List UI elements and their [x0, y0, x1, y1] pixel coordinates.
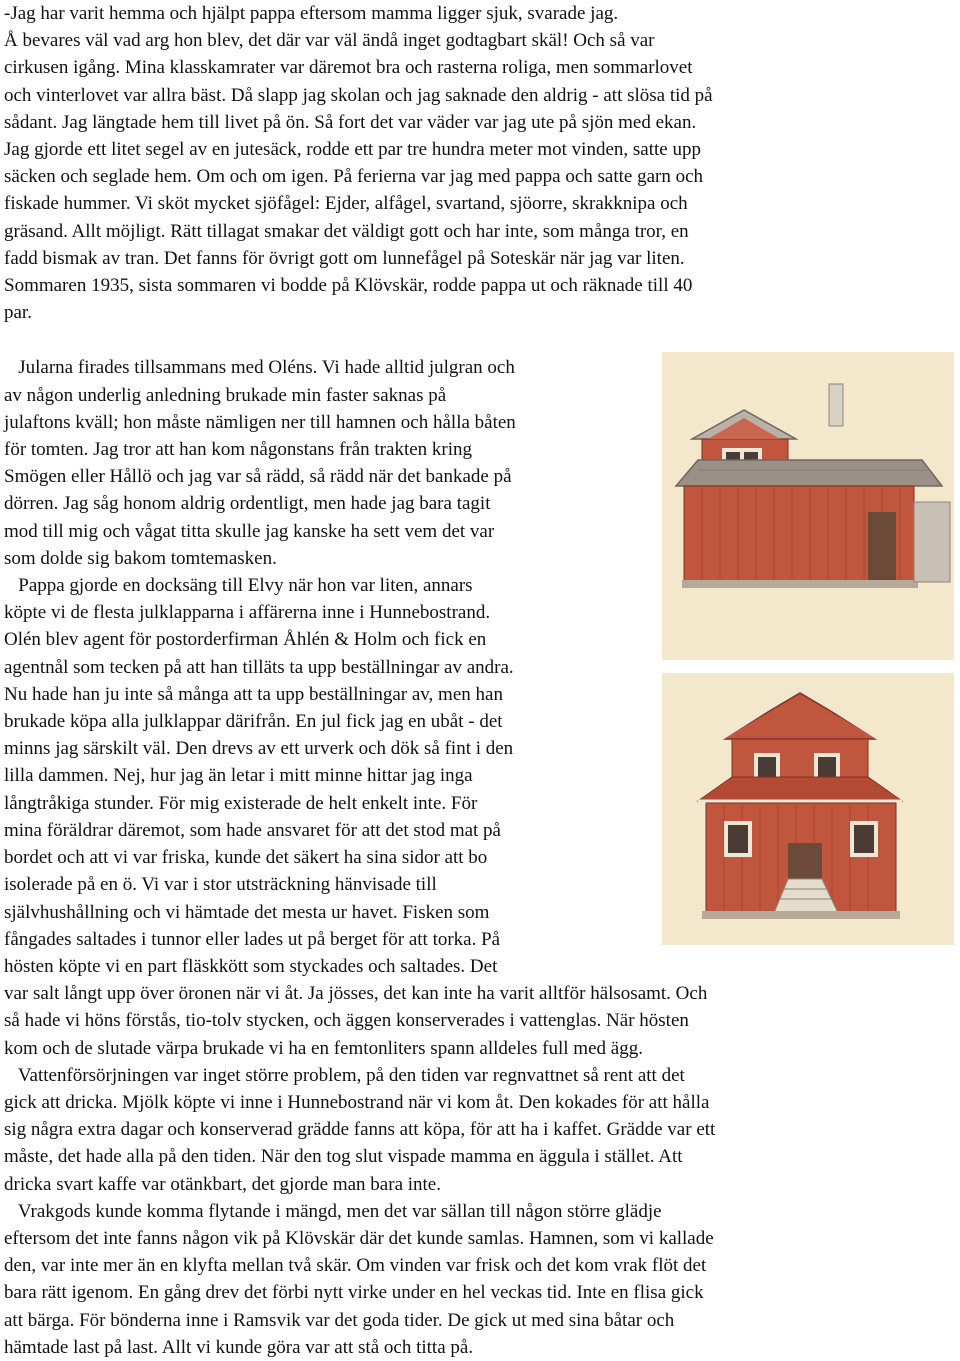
- text-line: -Jag har varit hemma och hjälpt pappa eftersom mamma ligger sjuk, svarade jag.: [4, 3, 619, 24]
- paragraph-bottom: [4, 980, 954, 1361]
- paragraph-gap: [4, 326, 954, 354]
- text-line: Smögen eller Hållö och jag var så rädd, så rädd när det bankade på: [4, 466, 512, 488]
- text-line: hösten köpte vi en part fläskkött som styckades och saltades. Det: [4, 955, 498, 977]
- text-line: minns jag särskilt väl. Den drevs av ett urverk och dök så fint i den: [4, 738, 514, 760]
- text-line: att bärga. För bönderna inne i Ramsvik var det goda tider. De gick ut med sina båtar och: [4, 1309, 675, 1331]
- text-line: så hade vi höns förstås, tio-tolv stycken, och äggen konserverades i vattenglas. När hösten: [4, 1010, 689, 1032]
- text-line: Jag gjorde ett litet segel av en jutesäck, rodde ett par tre hundra meter mot vinden, satte upp: [4, 139, 701, 161]
- text-line: fångades saltades i tunnor eller lades ut på berget för att torka. På: [4, 928, 501, 950]
- text-line: kom och de slutade värpa brukade vi ha en femtonliters spann alldeles full med ägg.: [4, 1037, 643, 1059]
- text-line: var salt långt upp över öronen när vi åt. Ja jösses, det kan inte ha varit alltför hälsosamt. Och: [4, 983, 708, 1005]
- house-drawing-2: [662, 673, 954, 945]
- text-line: Å bevares väl vad arg hon blev, det där var väl ändå inget godtagbart skäl! Och så var: [4, 30, 655, 52]
- paragraph-top: [4, 0, 954, 326]
- text-line: Vattenförsörjningen var inget större problem, på den tiden var regnvattnet så rent att det: [4, 1064, 685, 1086]
- text-line: Nu hade han ju inte så många att ta upp beställningar av, men han: [4, 683, 503, 705]
- text-line: av någon underlig anledning brukade min faster saknas på: [4, 384, 447, 406]
- text-line: den, var inte mer än en klyfta mellan två skär. Om vinden var frisk och det kom vrak flöt det: [4, 1255, 707, 1277]
- text-line: sig några extra dagar och konserverad grädde fanns att köpa, för att ha i kaffet. Grädde var ett: [4, 1119, 716, 1141]
- text-line: Vrakgods kunde komma flytande i mängd, men det var sällan till någon större glädje: [4, 1200, 662, 1222]
- text-line: gick att dricka. Mjölk köpte vi inne i Hunnebostrand när vi kom åt. Den kokades för att hålla: [4, 1091, 710, 1113]
- text-line: dörren. Jag såg honom aldrig ordentligt, men hade jag bara tagit: [4, 493, 491, 515]
- text-line: brukade köpa alla julklappar därifrån. En jul fick jag en ubåt - det: [4, 711, 503, 733]
- text-line: gräsand. Allt möjligt. Rätt tillagat smakar det väldigt gott och har inte, som många tror, en: [4, 220, 689, 242]
- house-illustration-top: [662, 352, 954, 660]
- text-line: självhushållning och vi hämtade det mesta ur havet. Fisken som: [4, 901, 490, 923]
- text-line: julaftons kväll; hon måste nämligen ner till hamnen och hålla båten: [4, 411, 516, 433]
- text-line: köpte vi de flesta julklapparna i affärerna inne i Hunnebostrand.: [4, 602, 491, 624]
- text-line: för tomten. Jag tror att han kom någonstans från trakten kring: [4, 439, 473, 461]
- text-line: mina föräldrar däremot, som hade ansvaret för att det stod mat på: [4, 819, 501, 841]
- text-line: eftersom det inte fanns någon vik på Klövskär där det kunde samlas. Hamnen, som vi kallade: [4, 1227, 714, 1249]
- text-line: Olén blev agent för postorderfirman Åhlén & Holm och fick en: [4, 629, 487, 651]
- text-line: och vinterlovet var allra bäst. Då slapp jag skolan och jag saknade den aldrig - att slösa tid på: [4, 84, 713, 106]
- text-line: hämtade last på last. Allt vi kunde göra var att stå och titta på.: [4, 1336, 474, 1358]
- text-line: måste, det hade alla på den tiden. När den tog slut vispade mamma en äggula i stället. Att: [4, 1146, 683, 1168]
- text-line: Sommaren 1935, sista sommaren vi bodde på Klövskär, rodde pappa ut och räknade till 40: [4, 275, 693, 297]
- house-drawing-1: [662, 352, 954, 660]
- text-line: fiskade hummer. Vi sköt mycket sjöfågel: Ejder, alfågel, svartand, sjöorre, skrakknipa och: [4, 193, 688, 215]
- text-line: fadd bismak av tran. Det fanns för övrigt gott om lunnefågel på Soteskär när jag var liten.: [4, 247, 685, 269]
- text-line: dricka svart kaffe var otänkbart, det gjorde man bara inte.: [4, 1173, 441, 1195]
- text-line: långtråkiga stunder. För mig existerade de helt enkelt inte. För: [4, 792, 478, 814]
- text-line: bara rätt igenom. En gång drev det förbi nytt virke under en hel veckas tid. Inte en flisa gick: [4, 1282, 704, 1304]
- text-line: sådant. Jag längtade hem till livet på ön. Så fort det var väder var jag ute på sjön med ekan.: [4, 111, 697, 133]
- text-line: par.: [4, 302, 32, 324]
- text-line: agentnål som tecken på att han tilläts ta upp beställningar av andra.: [4, 656, 514, 678]
- house-illustration-bottom: [662, 673, 954, 945]
- text-line: mod till mig och vågat titta skulle jag kanske ha sett vem det var: [4, 520, 495, 542]
- text-line: Jularna firades tillsammans med Oléns. Vi hade alltid julgran och: [4, 357, 515, 379]
- text-line: lilla dammen. Nej, hur jag än letar i mitt minne hittar jag inga: [4, 765, 473, 787]
- text-line: isolerade på en ö. Vi var i stor utsträckning hänvisade till: [4, 874, 437, 896]
- text-line: bordet och att vi var friska, kunde det säkert ha sina sidor att bo: [4, 847, 488, 869]
- text-line: säcken och seglade hem. Om och om igen. På ferierna var jag med pappa och satte garn och: [4, 166, 704, 188]
- text-line: Pappa gjorde en docksäng till Elvy när hon var liten, annars: [4, 575, 473, 597]
- text-line: som dolde sig bakom tomtemasken.: [4, 547, 277, 569]
- text-line: cirkusen igång. Mina klasskamrater var däremot bra och rasterna roliga, men sommarlovet: [4, 57, 693, 79]
